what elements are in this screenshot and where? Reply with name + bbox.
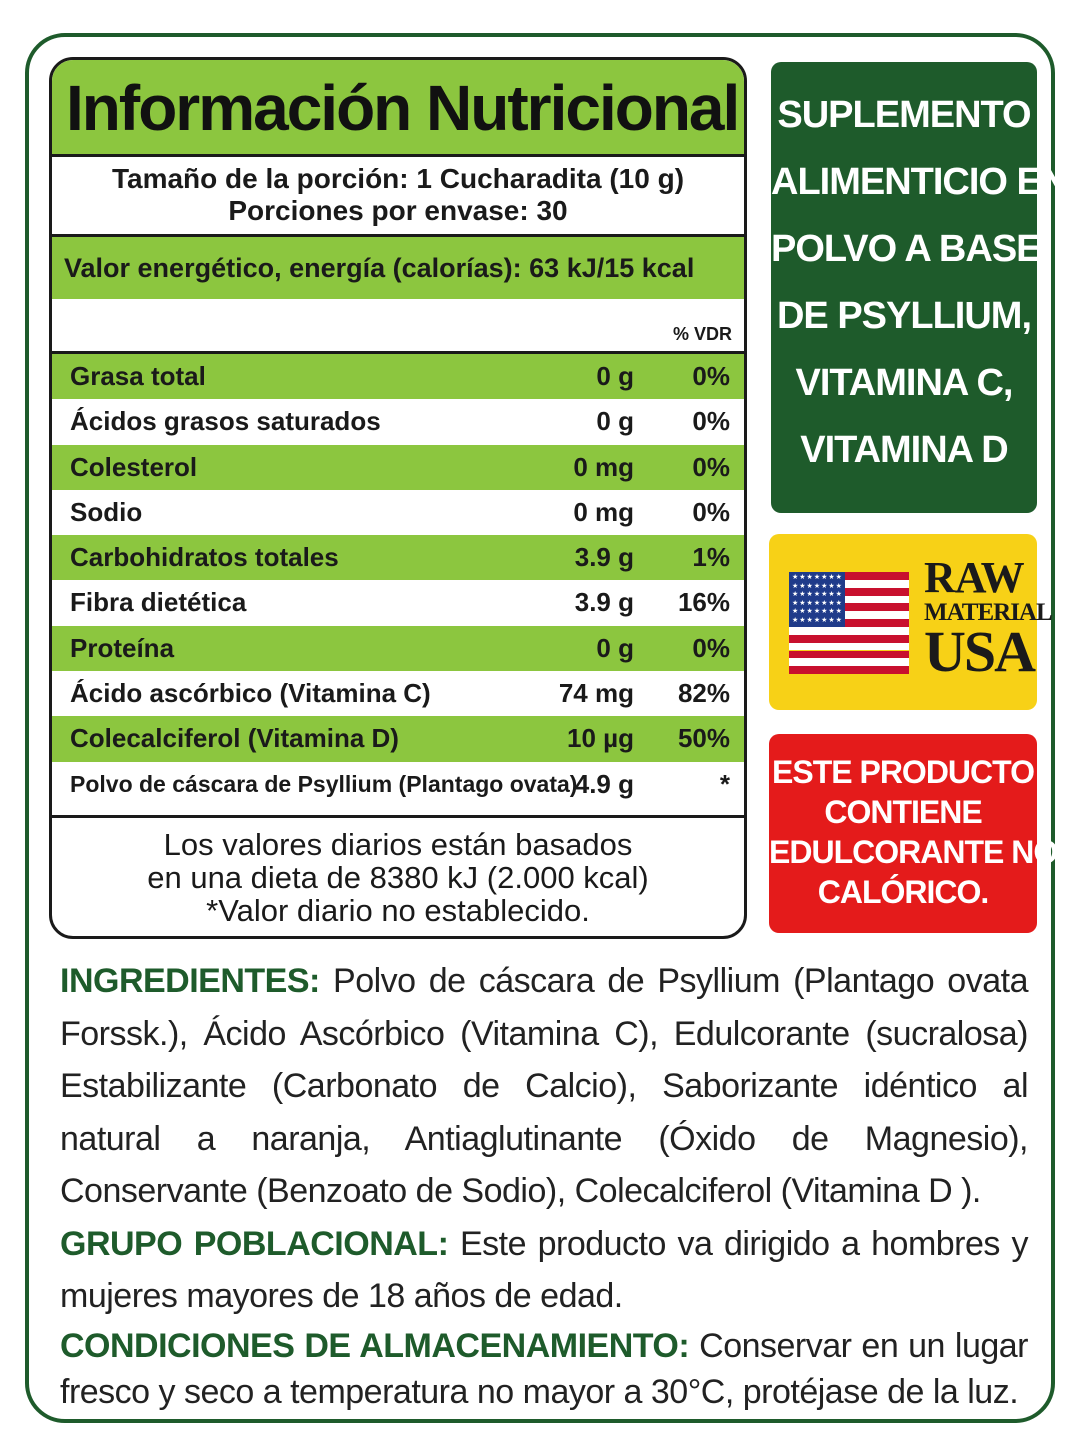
nutrient-name: Proteína [70,632,175,663]
nutrient-row [52,535,744,580]
nutrient-row [52,716,744,761]
population-paragraph [60,1218,1028,1323]
population-text: Este producto va dirigido a hombres y mujeres mayores de 18 años de edad. [60,1224,1028,1315]
badge-line: RAW [924,553,1024,602]
warning-line: ESTE PRODUCTO [772,754,1034,790]
nutrient-amount: 4.9 g [574,768,634,799]
footnote-line: *Valor diario no establecido. [206,893,590,928]
serving-info [52,157,744,237]
supplement-line: VITAMINA C, [795,362,1013,404]
nutrient-amount: 10 µg [566,723,634,754]
ingredients-text: Polvo de cáscara de Psyllium (Plantago ovata Forssk.), Ácido Ascórbico (Vitamina C), Edulcorante (sucralosa) Estabilizante (Carbonato de Calcio), Saborizante idéntico al natural a naranja, Antiaglutinante (Óxido de Magnesio), Conservante (Benzoato de Sodio), Colecalciferol (Vitamina D ). [60,962,1028,1210]
storage-paragraph [60,1323,1028,1415]
daily-values-footnote [52,815,744,939]
nutrient-amount: 0 g [596,361,634,391]
nutrient-name: Colesterol [70,451,198,482]
nutrient-amount: 74 mg [558,678,634,709]
footnote-line: en una dieta de 8380 kJ (2.000 kcal) [147,860,649,895]
sweetener-warning-box [769,734,1058,933]
nutrient-pct: 0% [692,406,730,437]
supplement-line: DE PSYLLIUM, [776,295,1032,337]
vdr-header: % VDR [672,324,732,344]
nutrient-pct: 1% [692,542,730,573]
nutrient-name: Grasa total [70,361,206,391]
nutrient-name: Ácido ascórbico (Vitamina C) [70,678,431,709]
nutrient-name: Sodio [70,496,143,527]
ingredients-label: INGREDIENTES: [60,962,320,1000]
servings-per-container: Porciones por envase: 30 [228,195,568,226]
supplement-line: SUPLEMENTO [777,94,1031,136]
energy-value: Valor energético, energía (calorías): 63 kJ/15 kcal [52,237,744,299]
nutrient-name: Ácidos grasos saturados [70,406,381,437]
nutrient-amount: 3.9 g [574,587,634,618]
ingredients-paragraph [60,955,1028,1218]
nutrient-amount: 0 g [596,632,634,663]
nutrient-row [52,399,744,444]
nutrient-amount: 0 g [596,406,634,437]
nutrient-row [52,626,744,671]
supplement-line: POLVO A BASE [771,228,1041,270]
nutrient-pct: 50% [677,723,730,754]
footnote-line: Los valores diarios están basados [163,827,633,862]
us-flag-icon: ★★★★★★★★★★★★★★★★★★★★★★★★★★★★★★★★★★★★★★★★★★ [789,572,909,674]
nutrient-row [52,445,744,490]
nutrient-name: Fibra dietética [70,587,247,618]
badge-line: MATERIAL [924,599,1052,626]
nutrient-pct: 82% [677,678,730,709]
supplement-description-box [771,62,1068,513]
raw-material-usa-badge [769,534,1052,710]
nutrient-row [52,354,744,399]
nutrient-name: Polvo de cáscara de Psyllium (Plantago ovata) [70,770,578,797]
badge-line: USA [924,619,1035,684]
nutrient-row [52,490,744,535]
storage-label: CONDICIONES DE ALMACENAMIENTO: [60,1326,690,1365]
nutrient-amount: 0 mg [573,451,634,482]
serving-size: Tamaño de la porción: 1 Cucharadita (10 g) [111,163,685,194]
warning-line: CALÓRICO. [817,874,989,910]
vdr-header-row [52,299,744,354]
warning-line: EDULCORANTE NO [769,834,1058,870]
nutrient-name: Colecalciferol (Vitamina D) [70,723,399,754]
nutrient-pct: 16% [677,587,730,618]
nutrient-name: Carbohidratos totales [70,542,339,573]
supplement-line: VITAMINA D [800,429,1008,471]
label-text-section [60,955,1028,1415]
nutrition-facts-panel [49,57,747,939]
panel-title: Información Nutricional [52,60,744,157]
nutrient-pct: 0% [692,496,730,527]
nutrient-row [52,762,744,807]
raw-material-text [924,553,1052,684]
nutrient-rows [52,354,744,807]
warning-line: CONTIENE [824,794,982,830]
nutrient-pct: 0% [692,361,730,391]
nutrient-row [52,580,744,625]
nutrient-amount: 0 mg [573,496,634,527]
population-label: GRUPO POBLACIONAL: [60,1224,449,1263]
storage-text: Conservar en un lugar fresco y seco a temperatura no mayor a 30°C, protéjase de la luz. [60,1326,1028,1411]
supplement-line: ALIMENTICIO EN [771,161,1068,203]
nutrient-pct: 0% [692,451,730,482]
nutrient-row [52,671,744,716]
nutrient-pct: 0% [692,632,730,663]
nutrient-amount: 3.9 g [574,542,634,573]
nutrient-pct: * [719,768,730,799]
